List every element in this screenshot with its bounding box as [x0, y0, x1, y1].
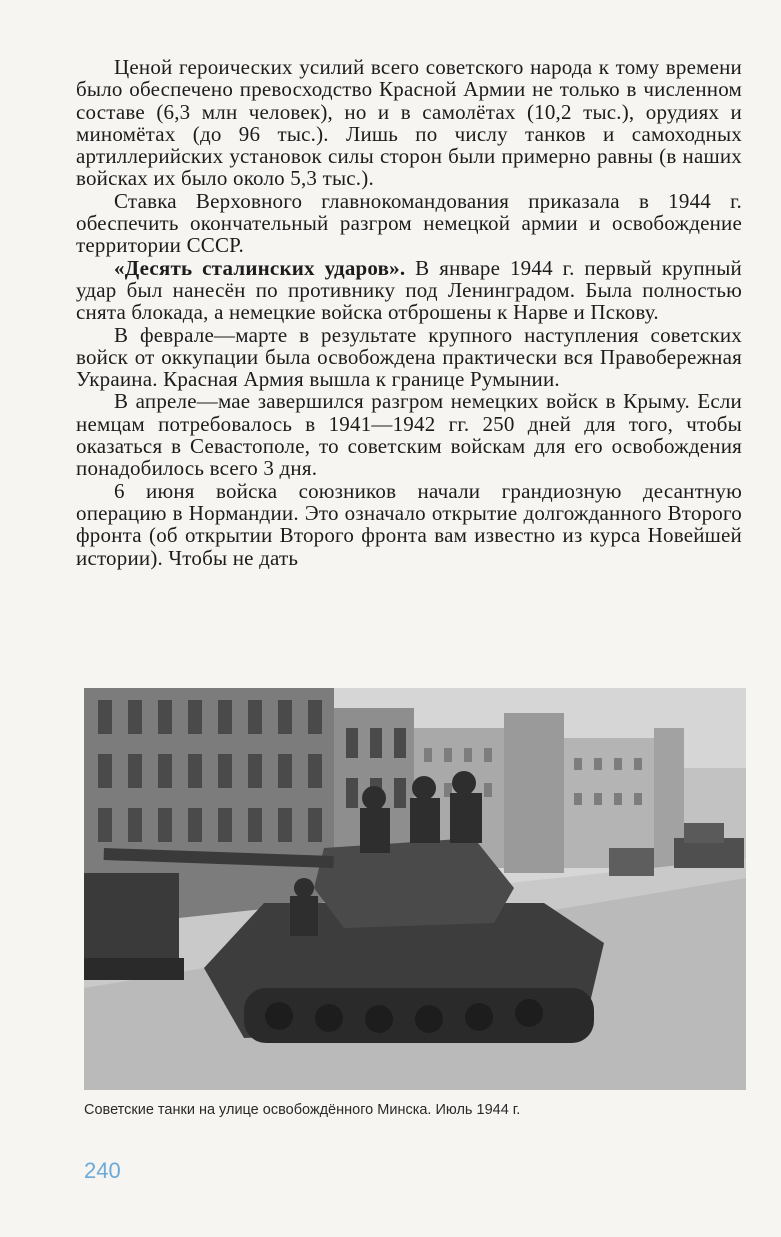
bold-lead-heading: «Десять сталинских ударов».: [114, 255, 406, 280]
tank-photo: [84, 688, 746, 1090]
paragraph-1: Ценой героических усилий всего советского народа к тому времени было обеспечено превосходство Красной Армии не только в численном составе (6,3 млн человек), но и в самолётах (10,2 тыс.), орудиях и миномётах (до 96 тыс.). Лишь по числу танков и самоходных артиллерийских установок силы сторон были примерно равны (в наших войсках их было около 5,3 тыс.).: [76, 55, 742, 191]
figure-caption: Советские танки на улице освобождённого Минска. Июль 1944 г.: [84, 1102, 521, 1118]
paragraph-6: 6 июня войска союзников начали грандиозную десантную операцию в Нормандии. Это означало открытие долгожданного Второго фронта (об открытии Второго фронта вам известно из курса Новейшей истории). Чтобы не дать: [76, 478, 742, 570]
tank-photo-illustration: [84, 688, 746, 1090]
body-text: [76, 56, 742, 569]
paragraph-4: В феврале—марте в результате крупного наступления советских войск от оккупации была освобождена практически вся Правобережная Украина. Красная Армия вышла к границе Румынии.: [76, 322, 742, 392]
paragraph-5: В апреле—мае завершился разгром немецких войск в Крыму. Если немцам потребовалось в 1941—1942 гг. 250 дней для того, чтобы оказаться в Севастополе, то советским войскам для его освобождения понадобилось всего 3 дня.: [76, 389, 742, 481]
page-number: 240: [84, 1158, 121, 1183]
paragraph-3: «Десять сталинских ударов». В январе 1944 г. первый крупный удар был нанесён по противнику под Ленинградом. Была полностью снята блокада, а немецкие войска отброшены к Нарве и Пскову.: [76, 255, 742, 325]
paragraph-2: Ставка Верховного главнокомандования приказала в 1944 г. обеспечить окончательный разгром немецкой армии и освобождение территории СССР.: [76, 188, 742, 258]
